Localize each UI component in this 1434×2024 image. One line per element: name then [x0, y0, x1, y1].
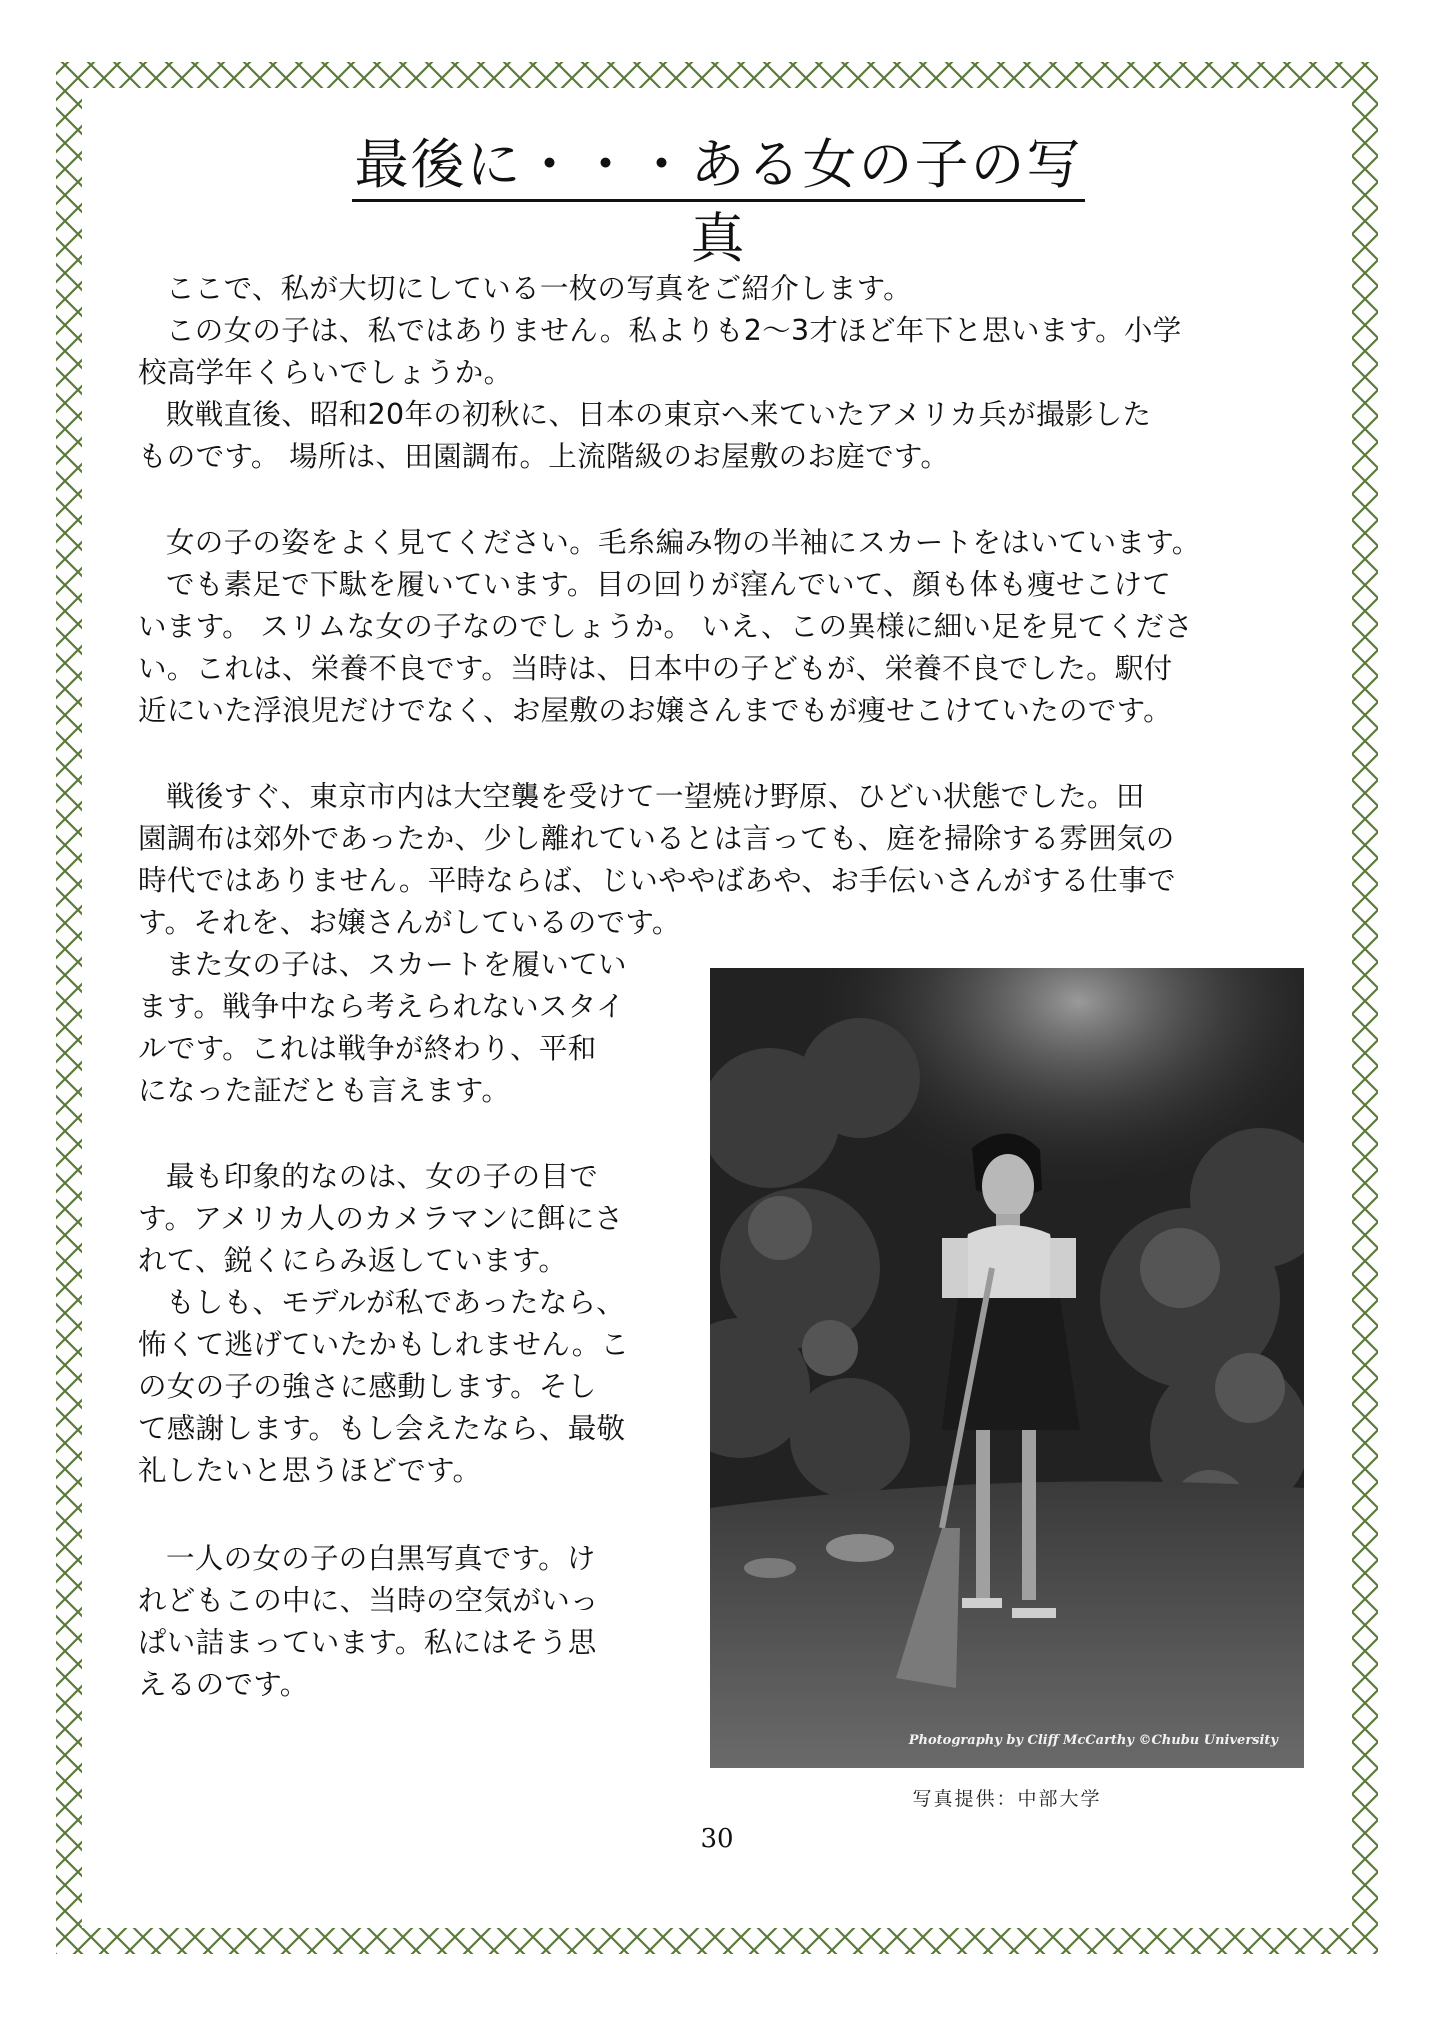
text-line: えるのです。 [138, 1668, 309, 1701]
text-line: 校高学年くらいでしょうか。 [138, 356, 513, 389]
paragraph-eyes [138, 1156, 698, 1282]
girl-photo [710, 968, 1304, 1768]
text-line: また女の子は、スカートを履いてい [166, 948, 627, 981]
paragraph-not-me [138, 310, 1303, 394]
paragraph-look [138, 522, 1303, 564]
text-line: 時代ではありません。平時ならば、じいややばあや、お手伝いさんがする仕事で [138, 864, 1176, 897]
paragraph-postwar [138, 776, 1303, 944]
text-line: ルです。これは戦争が終わり、平和 [138, 1032, 597, 1065]
text-line: す。アメリカ人のカメラマンに餌にさ [138, 1202, 624, 1235]
paragraph-conclusion [138, 1538, 698, 1706]
text-line: この女の子は、私ではありません。私よりも2～3才ほど年下と思います。小学 [166, 314, 1182, 347]
text-line: ます。戦争中なら考えられないスタイ [138, 990, 625, 1023]
paragraph-skirt [138, 944, 698, 1112]
text-line: ぱい詰まっています。私にはそう思 [138, 1626, 597, 1659]
text-line: 敗戦直後、昭和20年の初秋に、日本の東京へ来ていたアメリカ兵が撮影した [166, 398, 1152, 431]
text-line: 戦後すぐ、東京市内は大空襲を受けて一望焼け野原、ひどい状態でした。田 [166, 780, 1145, 813]
page-title: 最後に・・・ある女の子の写真 [352, 128, 1085, 202]
text-line: 怖くて逃げていたかもしれません。こ [138, 1328, 630, 1361]
text-line: ここで、私が大切にしている一枚の写真をご紹介します。 [166, 272, 912, 305]
paragraph-when-where [138, 394, 1303, 478]
text-line: れどもこの中に、当時の空気がいっ [138, 1584, 599, 1617]
text-line: ものです。 場所は、田園調布。上流階級のお屋敷のお庭です。 [138, 440, 950, 473]
text-line: す。それを、お嬢さんがしているのです。 [138, 906, 681, 939]
text-line: て感謝します。もし会えたなら、最敬 [138, 1412, 626, 1445]
text-line: 最も印象的なのは、女の子の目で [166, 1160, 599, 1193]
paragraph-malnutrition [138, 564, 1303, 732]
text-line: 女の子の姿をよく見てください。毛糸編み物の半袖にスカートをはいています。 [166, 526, 1201, 559]
text-line: います。 スリムな女の子なのでしょうか。 いえ、この異様に細い足を見てくださ [138, 610, 1193, 643]
photo-caption: 写真提供：中部大学 [912, 1788, 1102, 1810]
text-line: になった証だとも言えます。 [138, 1074, 511, 1107]
text-line: い。これは、栄養不良です。当時は、日本中の子どもが、栄養不良でした。駅付 [138, 652, 1173, 685]
photo-illustration [710, 968, 1304, 1768]
text-line: 園調布は郊外であったか、少し離れているとは言っても、庭を掃除する雰囲気の [138, 822, 1175, 855]
paragraph-strength [138, 1282, 698, 1492]
text-line: もしも、モデルが私であったなら、 [166, 1286, 626, 1319]
text-line: 礼したいと思うほどです。 [138, 1454, 482, 1487]
paragraph-intro [138, 268, 1303, 310]
photo-credit: Photography by Cliff McCarthy ©Chubu University [908, 1733, 1278, 1748]
text-line: でも素足で下駄を履いています。目の回りが窪んでいて、顔も体も痩せこけて [166, 568, 1172, 601]
text-line: れて、鋭くにらみ返しています。 [138, 1244, 568, 1277]
text-line: 近にいた浮浪児だけでなく、お屋敷のお嬢さんまでもが痩せこけていたのです。 [138, 694, 1172, 727]
text-line: 一人の女の子の白黒写真です。け [166, 1542, 596, 1575]
page-number: 30 [700, 1824, 734, 1854]
text-line: の女の子の強さに感動します。そし [138, 1370, 597, 1403]
